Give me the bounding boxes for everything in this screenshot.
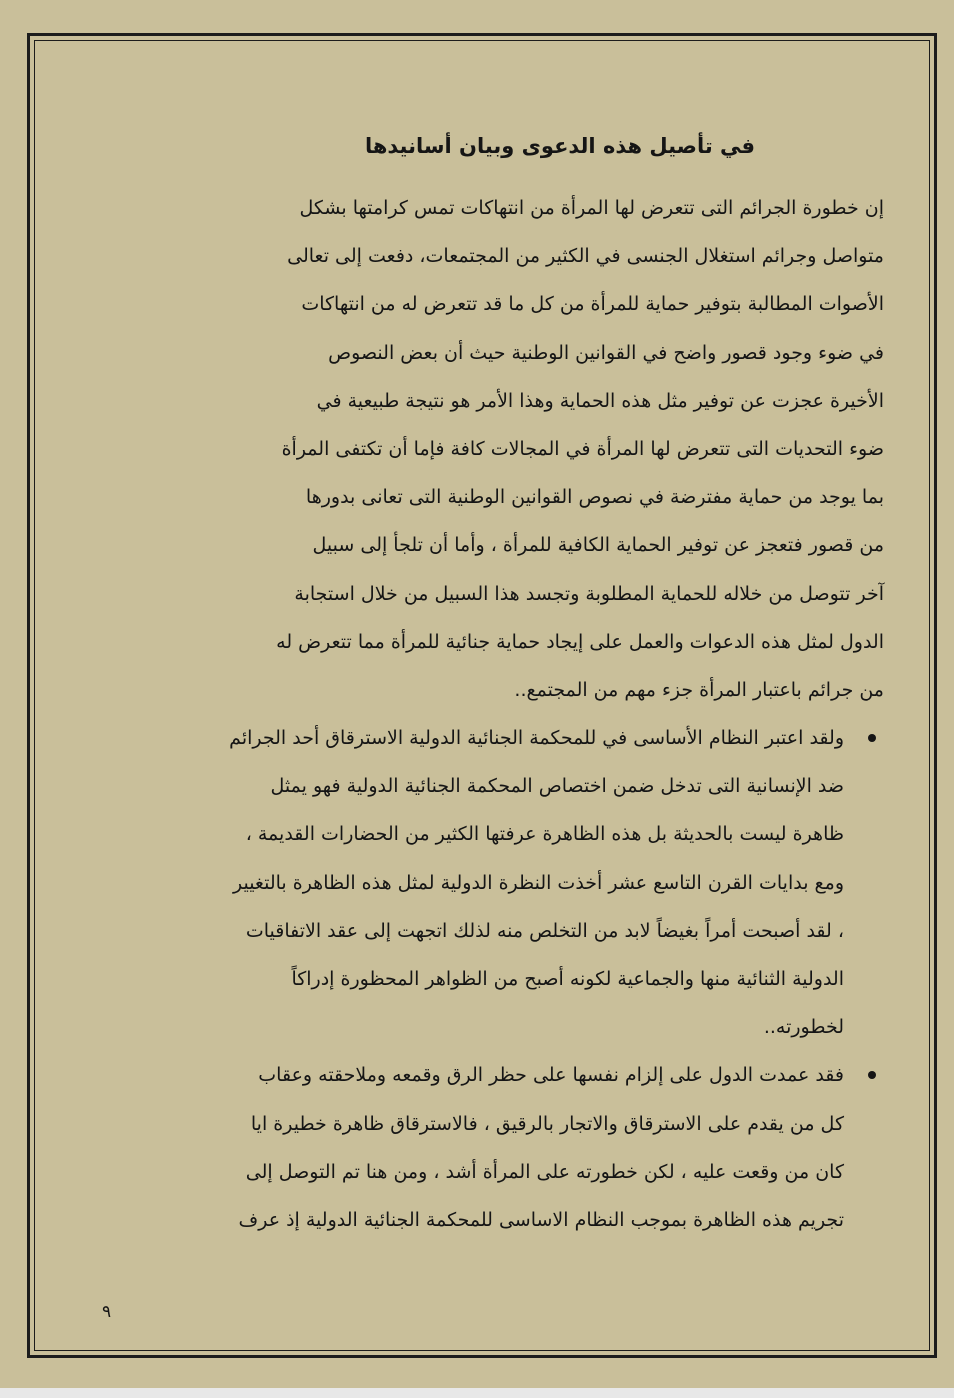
paragraph-line: كل من يقدم على الاسترقاق والاتجار بالرقيق ، فالاسترقاق ظاهرة خطيرة ايا <box>250 1112 844 1135</box>
bullet-item-slavery-crime <box>196 714 884 1051</box>
bullet-icon <box>868 1071 876 1079</box>
bullet-item-state-obligations <box>196 1051 884 1244</box>
section-heading: في تأصيل هذه الدعوى وبيان أسانيدها <box>364 134 756 158</box>
intro-paragraph <box>196 184 884 714</box>
paragraph-line: ولقد اعتبر النظام الأساسى في للمحكمة الجنائية الدولية الاسترقاق أحد الجرائم <box>229 727 844 750</box>
paragraph-line: ضد الإنسانية التى تدخل ضمن اختصاص المحكمة الجنائية الدولية فهو يمثل <box>270 775 844 798</box>
paragraph-line: ضوء التحديات التى تتعرض لها المرأة في المجالات كافة فإما أن تكتفى المرأة <box>281 437 884 460</box>
page-number: ٩ <box>102 1302 112 1322</box>
paragraph-line: الدولية الثنائية منها والجماعية لكونه أصبح من الظواهر المحظورة إدراكاً <box>291 968 844 990</box>
paragraph-line: من جرائم باعتبار المرأة جزء مهم من المجتمع.. <box>514 678 884 701</box>
paragraph-line: من قصور فتعجز عن توفير الحماية الكافية للمرأة ، وأما أن تلجأ إلى سبيل <box>312 534 884 557</box>
paragraph-line: الأصوات المطالبة بتوفير حماية للمرأة من كل ما قد تتعرض له من انتهاكات <box>301 293 884 316</box>
document-body <box>196 122 884 1244</box>
paragraph-line: الدول لمثل هذه الدعوات والعمل على إيجاد حماية جنائية للمرأة مما تتعرض له <box>276 630 884 653</box>
paragraph-line: ومع بدايات القرن التاسع عشر أخذت النظرة الدولية لمثل هذه الظاهرة بالتغيير <box>232 871 844 894</box>
viewer-bottom-strip <box>0 1388 954 1398</box>
paragraph-line: آخر تتوصل من خلاله للحماية المطلوبة وتجسد هذا السبيل من خلال استجابة <box>294 582 884 605</box>
paragraph-line: إن خطورة الجرائم التى تتعرض لها المرأة من انتهاكات تمس كرامتها بشكل <box>299 197 884 219</box>
paragraph-line: لخطورته.. <box>763 1016 844 1039</box>
paragraph-line: في ضوء وجود قصور واضح في القوانين الوطنية حيث أن بعض النصوص <box>328 341 884 364</box>
paragraph-line: بما يوجد من حماية مفترضة في نصوص القوانين الوطنية التى تعانى بدورها <box>305 486 884 509</box>
paragraph-line: تجريم هذه الظاهرة بموجب النظام الاساسى للمحكمة الجنائية الدولية إذ عرف <box>238 1208 844 1231</box>
paragraph-line: ظاهرة ليست بالحديثة بل هذه الظاهرة عرفتها الكثير من الحضارات القديمة ، <box>245 823 844 846</box>
paragraph-line: الأخيرة عجزت عن توفير مثل هذه الحماية وهذا الأمر هو نتيجة طبيعية في <box>316 389 884 412</box>
paragraph-line: كان من وقعت عليه ، لكن خطورته على المرأة أشد ، ومن هنا تم التوصل إلى <box>245 1160 844 1183</box>
bullet-icon <box>868 734 876 742</box>
paragraph-line: فقد عمدت الدول على إلزام نفسها على حظر الرق وقمعه وملاحقته وعقاب <box>258 1064 844 1087</box>
paragraph-line: متواصل وجرائم استغلال الجنسى في الكثير من المجتمعات، دفعت إلى تعالى <box>287 245 884 268</box>
paragraph-line: ، لقد أصبحت أمراً بغيضاً لابد من التخلص منه لذلك اتجهت إلى عقد الاتفاقيات <box>245 919 844 942</box>
